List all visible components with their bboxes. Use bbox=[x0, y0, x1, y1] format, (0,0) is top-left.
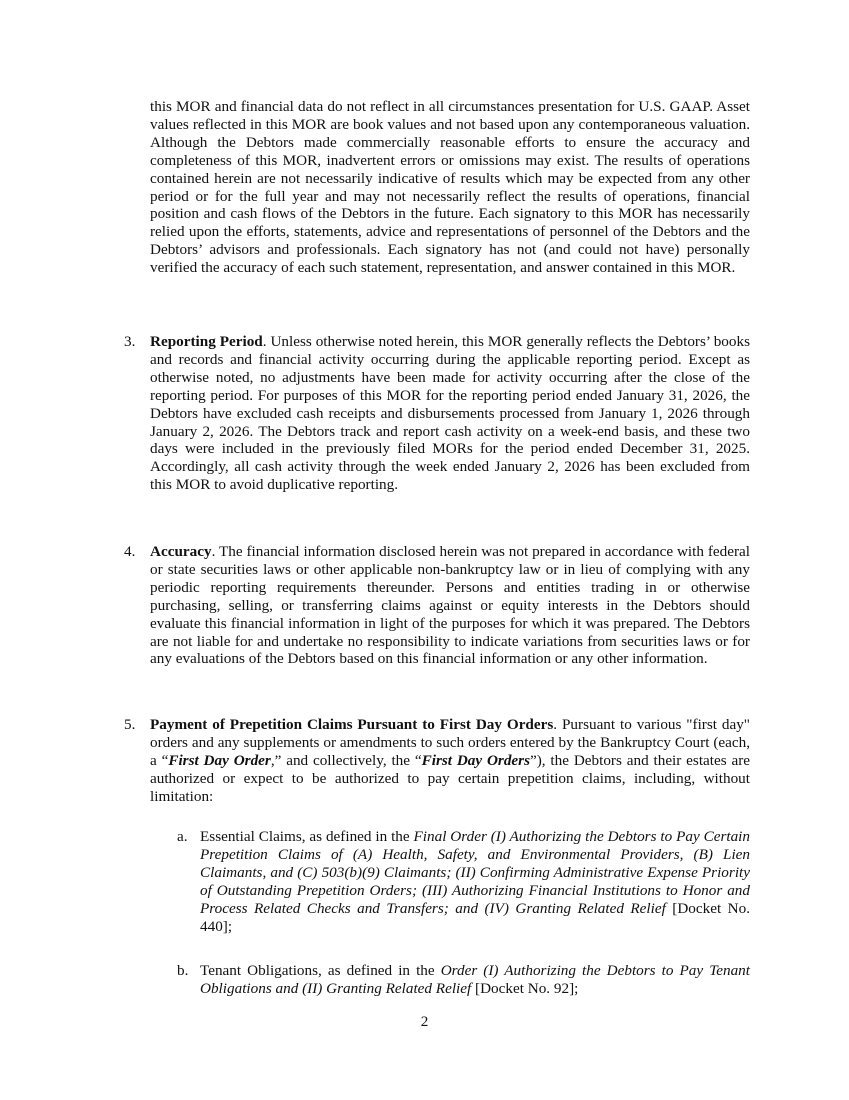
subitem-body bbox=[200, 962, 750, 998]
section-text: ”), the Debtors and their estates are authorized or expect to be authorized to pay certain prepetition claims, including, without limitation: bbox=[150, 751, 751, 805]
section-heading: Accuracy bbox=[150, 543, 212, 560]
section-text: . Pursuant to various "first day" orders and any supplements or amendments to such orders entered by the Bankruptcy Court (each, a “ bbox=[150, 716, 750, 769]
section-body bbox=[150, 333, 750, 494]
section-text: . Unless otherwise noted herein, this MOR generally reflects the Debtors’ books and records and financial activity occurring during the applicable reporting period. Except as otherwise noted, no adjustments have been made for activity occurring after the close of the reporting period. For purposes of this MOR for the reporting period ended January 31, 2026, the Debtors have excluded cash receipts and disbursements processed from January 1, 2026 through January 2, 2026. The Debtors track and report cash activity on a week-end basis, and these two days were included in the previously filed MORs for the period ended December 31, 2025. Accordingly, all cash activity through the week ended January 2, 2026 has been excluded from this MOR to avoid duplicative reporting. bbox=[150, 333, 751, 494]
section-body bbox=[150, 543, 750, 668]
subitem-letter: b. bbox=[177, 962, 189, 979]
section-first-day-orders bbox=[124, 716, 750, 806]
order-title: Final Order (I) Authorizing the Debtors to Pay Certain Prepetition Claims of (A) Health, Safety, and Environmental Providers, (B) Lien Claimants, and (C) 503(b)(9) Claimants; (II) Confirming Administrative Expense Priority of Outstanding Prepetition Orders; (III) Authorizing Financial Institutions to Honor and Process Related Checks and Transfers; and (IV) Granting Related Relief bbox=[200, 828, 750, 917]
subitem-lead: Tenant Obligations, as defined in the bbox=[200, 962, 441, 979]
page-number: 2 bbox=[420, 1013, 429, 1030]
order-title: Order (I) Authorizing the Debtors to Pay Tenant Obligations and (II) Granting Related Relief bbox=[200, 962, 750, 997]
section-number: 4. bbox=[124, 543, 136, 560]
section-reporting-period bbox=[124, 333, 750, 494]
section-accuracy bbox=[124, 543, 750, 668]
section-body bbox=[150, 716, 750, 806]
subitem-letter: a. bbox=[177, 828, 188, 845]
section-text: ,” and collectively, the “ bbox=[270, 751, 422, 769]
docket-citation: [Docket No. 440]; bbox=[200, 899, 750, 935]
section-heading: Reporting Period bbox=[150, 333, 263, 350]
docket-citation: [Docket No. 92]; bbox=[471, 979, 579, 997]
subitem-essential-claims bbox=[177, 828, 750, 935]
defined-term: First Day Orders bbox=[421, 751, 530, 769]
subitem-body bbox=[200, 828, 750, 935]
subitem-tenant-obligations bbox=[177, 962, 750, 998]
intro-paragraph: this MOR and financial data do not reflect in all circumstances presentation for U.S. GAAP. Asset values reflected in this MOR are book values and not based upon any contemporaneous valuation. Although the Debtors made commercially reasonable efforts to ensure the accuracy and completeness of this MOR, inadvertent errors or omissions may exist. The results of operations contained herein are not necessarily indicative of results which may be expected from any other period or for the full year and may not necessarily reflect the results of operations, financial position and cash flows of the Debtors in the future. Each signatory to this MOR has necessarily relied upon the efforts, statements, advice and representations of personnel of the Debtors and the Debtors’ advisors and professionals. Each signatory has not (and could not have) personally verified the accuracy of each such statement, representation, and answer contained in this MOR. bbox=[150, 98, 750, 277]
subitem-lead: Essential Claims, as defined in the bbox=[200, 828, 414, 845]
section-number: 3. bbox=[124, 333, 136, 350]
section-heading: Payment of Prepetition Claims Pursuant to First Day Orders bbox=[150, 716, 554, 733]
section-number: 5. bbox=[124, 716, 136, 733]
section-text: . The financial information disclosed herein was not prepared in accordance with federal or state securities laws or other applicable non-bankruptcy law or in lieu of complying with any periodic reporting requirements thereunder. Persons and entities trading in or otherwise purchasing, selling, or transferring claims against or equity interests in the Debtors should evaluate this financial information in light of the purposes for which it was prepared. The Debtors are not liable for and undertake no responsibility to indicate variations from securities laws or for any evaluations of the Debtors based on this financial information or any other information. bbox=[150, 543, 750, 668]
defined-term: First Day Order bbox=[168, 751, 271, 769]
